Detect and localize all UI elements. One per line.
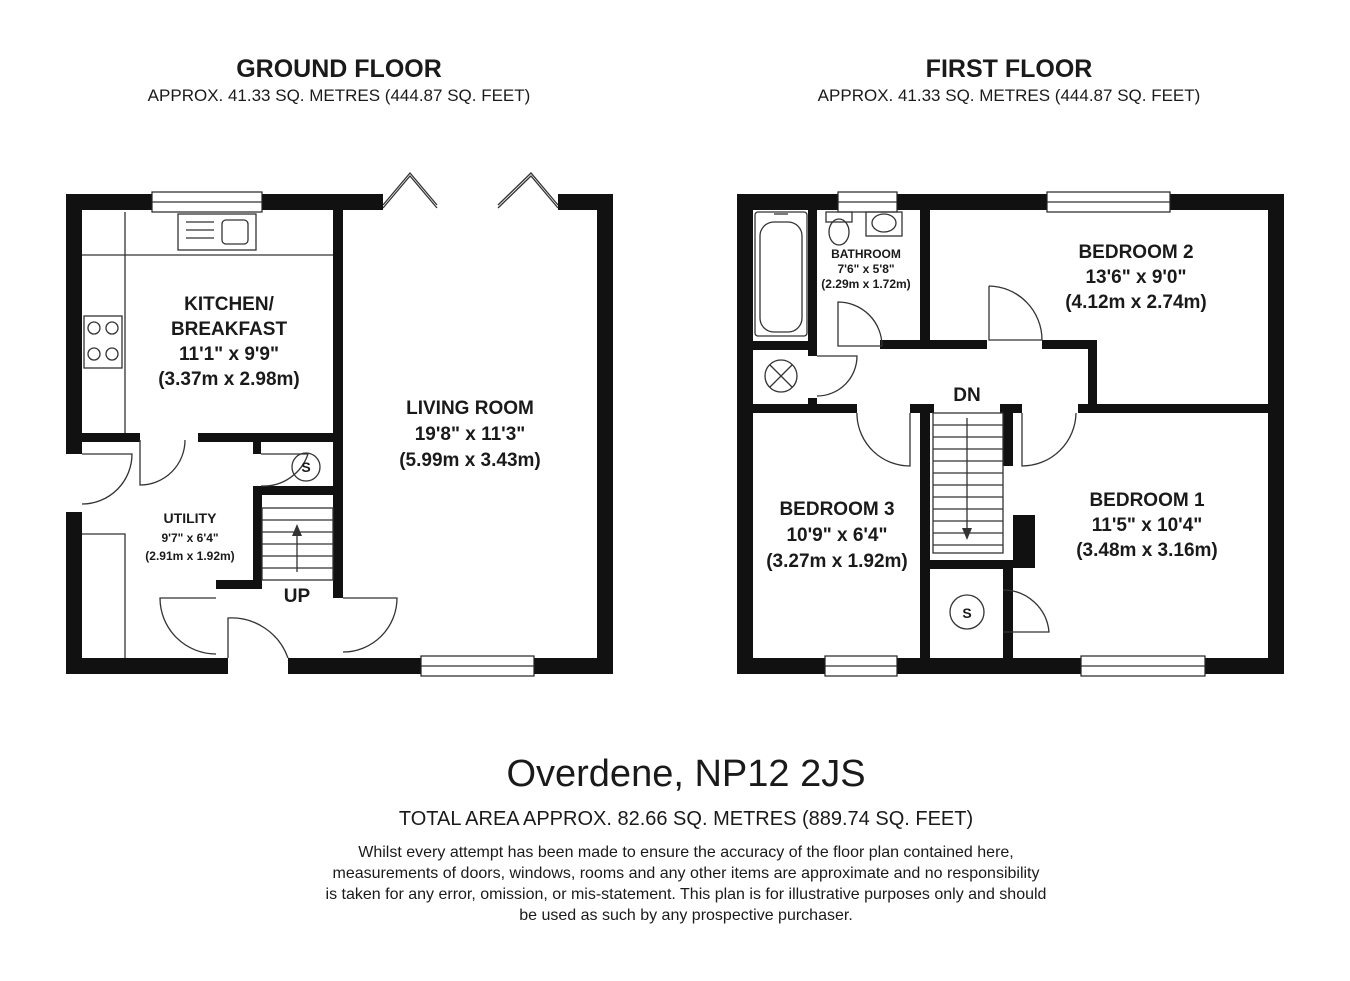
interior-wall — [253, 440, 261, 454]
disclaimer-line: Whilst every attempt has been made to ensure the accuracy of the floor plan contained here, — [358, 844, 1014, 861]
bathroom-size-metric: (2.29m x 1.72m) — [821, 277, 911, 291]
wall — [897, 658, 1081, 674]
interior-wall — [880, 340, 987, 349]
property-address: Overdene, NP12 2JS — [506, 753, 866, 795]
utility-worktop — [82, 534, 125, 658]
first-floor-area: APPROX. 41.33 SQ. METRES (444.87 SQ. FEET) — [817, 86, 1201, 105]
interior-wall — [920, 404, 930, 660]
bedroom2-label — [1065, 242, 1207, 313]
bedroom3-name: BEDROOM 3 — [779, 499, 895, 520]
living-room-label — [399, 398, 541, 471]
side-door — [82, 454, 132, 504]
wall — [1268, 194, 1284, 674]
interior-wall — [198, 433, 343, 442]
bedroom1-name: BEDROOM 1 — [1089, 490, 1205, 511]
wall — [66, 658, 228, 674]
kitchen-door — [140, 440, 185, 485]
bedroom2-size-imperial: 13'6" x 9'0" — [1085, 267, 1187, 288]
bedroom3-size-metric: (3.27m x 1.92m) — [766, 551, 908, 572]
chimney-breast — [1013, 515, 1035, 568]
bathroom-door — [838, 302, 882, 346]
kitchen-name-line2: BREAKFAST — [170, 319, 288, 340]
disclaimer-line: is taken for any error, omission, or mis-statement. This plan is for illustrative purposes only and should — [325, 886, 1047, 903]
wall — [534, 658, 613, 674]
wall — [1170, 194, 1284, 210]
kitchen-name-line1: KITCHEN/ — [184, 294, 274, 315]
bath — [755, 212, 807, 336]
bathroom-size-imperial: 7'6" x 5'8" — [837, 262, 895, 276]
interior-wall — [333, 588, 343, 598]
kitchen-size-imperial: 11'1" x 9'9" — [179, 344, 279, 365]
front-door — [228, 618, 288, 658]
interior-wall — [808, 208, 817, 341]
interior-wall — [216, 580, 262, 589]
bedroom1-door — [1022, 413, 1076, 466]
toilet — [826, 212, 852, 222]
bedroom2-door — [989, 286, 1042, 340]
disclaimer-line: be used as such by any prospective purchaser. — [519, 907, 853, 924]
utility-size-metric: (2.91m x 1.92m) — [145, 549, 235, 563]
wall — [288, 658, 421, 674]
living-room-name: LIVING ROOM — [406, 398, 534, 419]
wall — [1205, 658, 1284, 674]
bedroom2-size-metric: (4.12m x 2.74m) — [1065, 292, 1207, 313]
storage-label: S — [962, 605, 972, 621]
bedroom3-size-imperial: 10'9" x 6'4" — [786, 525, 888, 546]
wall — [66, 194, 82, 454]
wall — [597, 194, 613, 674]
french-door — [498, 176, 558, 208]
interior-wall — [82, 433, 140, 442]
bathroom-name: BATHROOM — [831, 247, 901, 261]
bathroom-label — [821, 247, 910, 291]
first-floor-plan — [737, 192, 1284, 676]
interior-wall — [930, 560, 1013, 569]
interior-wall — [253, 486, 262, 586]
utility-label — [145, 510, 234, 563]
interior-wall — [1003, 404, 1013, 466]
interior-wall — [1088, 340, 1097, 413]
utility-door — [160, 598, 216, 654]
wall — [897, 194, 1047, 210]
interior-wall — [253, 486, 343, 495]
wall — [262, 194, 383, 210]
kitchen-worktop — [125, 212, 333, 255]
bedroom3-door — [857, 413, 910, 466]
wall — [66, 512, 82, 674]
stairs-up-label: UP — [283, 586, 311, 607]
utility-size-imperial: 9'7" x 6'4" — [161, 531, 219, 545]
kitchen-label — [158, 294, 300, 390]
interior-wall — [753, 341, 817, 350]
utility-name: UTILITY — [163, 510, 217, 526]
kitchen-size-metric: (3.37m x 2.98m) — [158, 369, 300, 390]
living-room-size-metric: (5.99m x 3.43m) — [399, 450, 541, 471]
wall — [737, 658, 825, 674]
interior-wall — [333, 208, 343, 590]
interior-wall — [808, 350, 817, 356]
interior-wall — [1003, 568, 1013, 658]
bedroom1-size-imperial: 11'5" x 10'4" — [1091, 515, 1203, 536]
interior-wall — [1078, 404, 1274, 413]
total-area: TOTAL AREA APPROX. 82.66 SQ. METRES (889.74 SQ. FEET) — [398, 808, 974, 830]
bedroom3-label — [766, 499, 908, 572]
interior-wall — [808, 398, 817, 406]
storage-label: S — [301, 459, 311, 475]
interior-wall — [753, 404, 857, 413]
living-room-size-imperial: 19'8" x 11'3" — [414, 424, 526, 445]
cupboard-door — [817, 356, 857, 396]
french-door — [383, 176, 437, 208]
disclaimer-line: measurements of doors, windows, rooms and any other items are approximate and no responsibility — [332, 865, 1040, 882]
bedroom1-size-metric: (3.48m x 3.16m) — [1076, 540, 1218, 561]
wall — [737, 194, 753, 674]
ground-floor-area: APPROX. 41.33 SQ. METRES (444.87 SQ. FEET) — [147, 86, 531, 105]
ground-floor-title: GROUND FLOOR — [236, 55, 442, 83]
stairs-down-label: DN — [953, 385, 981, 406]
interior-wall — [920, 208, 930, 341]
bedroom2-name: BEDROOM 2 — [1078, 242, 1194, 263]
first-floor-title: FIRST FLOOR — [925, 55, 1093, 83]
hall-door — [343, 598, 397, 652]
ground-floor-plan — [66, 173, 613, 676]
bedroom1-label — [1076, 490, 1218, 561]
